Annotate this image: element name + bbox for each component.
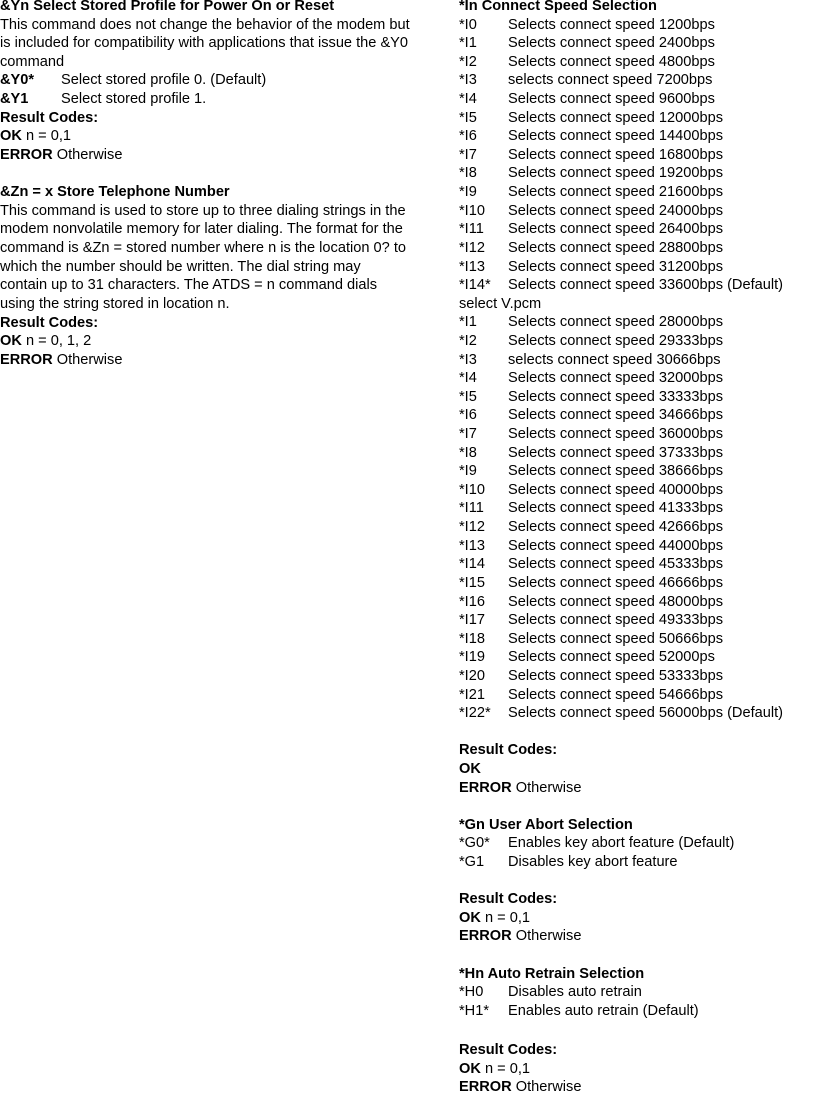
option-desc: Selects connect speed 50666bps (508, 630, 724, 647)
speed-option (459, 555, 813, 574)
option-desc: Selects connect speed 32000bps (508, 370, 724, 387)
speed-option (459, 444, 813, 463)
speed-option (459, 518, 813, 537)
yn-option (0, 71, 410, 90)
option-code: *I21 (459, 686, 485, 703)
option-code: *H1* (459, 1002, 490, 1019)
ok-value: n = 0,1 (484, 909, 530, 926)
option-desc: Selects connect speed 40000bps (508, 481, 724, 498)
option-desc: Enables key abort feature (Default) (508, 835, 735, 852)
speed-option (459, 593, 813, 612)
option-code: *I18 (459, 630, 485, 647)
option-desc: selects connect speed 30666bps (508, 351, 721, 368)
speed-option (459, 127, 813, 146)
ok-label: OK (459, 1060, 481, 1077)
speed-option (459, 686, 813, 705)
speed-option (459, 258, 813, 277)
option-desc: Selects connect speed 54666bps (508, 686, 724, 703)
vpcm-options (459, 313, 813, 722)
error-value: Otherwise (56, 351, 123, 368)
speed-option (459, 406, 813, 425)
error-value: Otherwise (515, 1079, 582, 1096)
option-desc: selects connect speed 7200bps (508, 72, 713, 89)
option-desc: Selects connect speed 28800bps (508, 239, 724, 256)
zn-heading: &Zn = x Store Telephone Number (0, 184, 230, 201)
option-desc: Selects connect speed 52000ps (508, 649, 715, 666)
error-label: ERROR (0, 351, 53, 368)
option-desc: Selects connect speed 28000bps (508, 314, 724, 331)
result-codes-label: Result Codes: (0, 109, 99, 126)
result-codes-label: Result Codes: (459, 1042, 558, 1059)
gn-option (459, 853, 813, 872)
option-desc: Select stored profile 0. (Default) (61, 72, 267, 89)
option-code: *I8 (459, 165, 477, 182)
option-desc: Selects connect speed 29333bps (508, 332, 724, 349)
option-code: *G0* (459, 835, 490, 852)
option-desc: Selects connect speed 2400bps (508, 35, 715, 52)
option-code: *I5 (459, 388, 477, 405)
option-code: *I22* (459, 705, 491, 722)
speed-option (459, 183, 813, 202)
option-desc: Selects connect speed 41333bps (508, 500, 724, 517)
option-code: *H0 (459, 984, 484, 1001)
option-desc: Selects connect speed 1200bps (508, 16, 715, 33)
option-code: *I16 (459, 593, 485, 610)
error-label: ERROR (0, 146, 53, 163)
gn-heading: *Gn User Abort Selection (459, 816, 633, 833)
option-code: *I15 (459, 574, 485, 591)
option-desc: Selects connect speed 33600bps (Default) (508, 277, 784, 294)
option-code: *I17 (459, 612, 485, 629)
in-speed-heading: *In Connect Speed Selection (459, 0, 657, 14)
speed-option (459, 462, 813, 481)
yn-description: This command does not change the behavior of the modem but is included for compatibility with applications that issue the &Y0 command (0, 16, 410, 70)
option-desc: Selects connect speed 42666bps (508, 519, 724, 536)
option-desc: Selects connect speed 14400bps (508, 128, 724, 145)
option-desc: Selects connect speed 44000bps (508, 537, 724, 554)
option-code: *I12 (459, 239, 485, 256)
option-code: *I6 (459, 407, 477, 424)
zn-description: This command is used to store up to three dialing strings in the modem nonvolatile memory for later dialing. The format for the command is &Zn = stored number where n is the location 0? to which the number should be written. The dial string may contain up to 31 characters. The ATDS = n command dials using the string stored in location n. (0, 202, 406, 312)
option-code: *I3 (459, 72, 477, 89)
speed-option (459, 481, 813, 500)
option-desc: Selects connect speed 24000bps (508, 202, 724, 219)
option-desc: Selects connect speed 56000bps (Default) (508, 705, 784, 722)
option-code: *I7 (459, 146, 477, 163)
speed-option (459, 537, 813, 556)
option-desc: Selects connect speed 38666bps (508, 463, 724, 480)
speed-option (459, 239, 813, 258)
speed-option (459, 16, 813, 35)
option-desc: Selects connect speed 21600bps (508, 184, 724, 201)
option-desc: Select stored profile 1. (61, 91, 207, 108)
option-desc: Selects connect speed 16800bps (508, 146, 724, 163)
speed-option (459, 313, 813, 332)
error-line (459, 779, 813, 798)
speed-option (459, 146, 813, 165)
ok-line (0, 332, 410, 351)
ok-label: OK (0, 333, 22, 350)
ok-value: n = 0,1 (25, 128, 71, 145)
hn-option (459, 983, 813, 1002)
error-line (0, 146, 410, 165)
option-code: *I14 (459, 556, 485, 573)
option-desc: Selects connect speed 48000bps (508, 593, 724, 610)
error-label: ERROR (459, 928, 512, 945)
option-code: *I19 (459, 649, 485, 666)
option-code: *I4 (459, 370, 477, 387)
option-code: *I12 (459, 519, 485, 536)
option-code: *I20 (459, 667, 485, 684)
error-line (459, 927, 813, 946)
gn-section (459, 816, 813, 946)
ok-label: OK (0, 128, 22, 145)
error-line (0, 351, 410, 370)
option-code: *I6 (459, 128, 477, 145)
option-desc: Disables key abort feature (508, 854, 678, 871)
speed-option (459, 667, 813, 686)
option-code: *I11 (459, 500, 484, 517)
option-code: *I11 (459, 221, 484, 238)
yn-section (0, 0, 410, 165)
option-code: *I13 (459, 258, 485, 275)
speed-option (459, 648, 813, 667)
speed-option (459, 53, 813, 72)
speed-option (459, 164, 813, 183)
option-desc: Disables auto retrain (508, 984, 642, 1001)
yn-heading: &Yn Select Stored Profile for Power On or Reset (0, 0, 335, 14)
hn-section (459, 965, 813, 1097)
option-desc: Enables auto retrain (Default) (508, 1002, 699, 1019)
option-desc: Selects connect speed 4800bps (508, 53, 715, 70)
ok-value: n = 0, 1, 2 (25, 333, 92, 350)
speed-option (459, 202, 813, 221)
option-desc: Selects connect speed 37333bps (508, 444, 724, 461)
hn-heading: *Hn Auto Retrain Selection (459, 965, 645, 982)
option-code: *I10 (459, 202, 485, 219)
option-code: *I14* (459, 277, 491, 294)
speed-option (459, 276, 813, 295)
speed-option (459, 704, 813, 723)
result-codes-label: Result Codes: (459, 891, 558, 908)
option-code: *I9 (459, 463, 477, 480)
error-label: ERROR (459, 779, 512, 796)
gn-option (459, 834, 813, 853)
option-code: *I10 (459, 481, 485, 498)
speed-option (459, 71, 813, 90)
speed-option (459, 630, 813, 649)
option-code: &Y0* (0, 72, 35, 89)
speed-option (459, 369, 813, 388)
option-desc: Selects connect speed 53333bps (508, 667, 724, 684)
speed-option (459, 351, 813, 370)
option-code: *I1 (459, 35, 477, 52)
ok-line (459, 909, 813, 928)
option-code: *I13 (459, 537, 485, 554)
option-code: *I8 (459, 444, 477, 461)
option-code: *I5 (459, 109, 477, 126)
ok-label: OK (459, 909, 481, 926)
speed-option (459, 109, 813, 128)
speed-option (459, 220, 813, 239)
error-value: Otherwise (56, 146, 123, 163)
option-desc: Selects connect speed 36000bps (508, 426, 724, 443)
speed-option (459, 574, 813, 593)
vpcm-label: select V.pcm (459, 295, 542, 312)
option-desc: Selects connect speed 49333bps (508, 612, 724, 629)
ok-line (459, 1060, 813, 1079)
hn-option (459, 1002, 813, 1021)
option-desc: Selects connect speed 12000bps (508, 109, 724, 126)
option-code: *G1 (459, 854, 485, 871)
error-line (459, 1078, 813, 1097)
speed-option (459, 425, 813, 444)
result-codes-label: Result Codes: (0, 314, 99, 331)
error-value: Otherwise (515, 779, 582, 796)
speed-option (459, 90, 813, 109)
option-desc: Selects connect speed 33333bps (508, 388, 724, 405)
option-code: *I9 (459, 184, 477, 201)
speed-option (459, 332, 813, 351)
option-code: *I2 (459, 53, 477, 70)
speed-option (459, 611, 813, 630)
speed-option (459, 34, 813, 53)
option-code: &Y1 (0, 91, 29, 108)
yn-option (0, 90, 410, 109)
option-desc: Selects connect speed 46666bps (508, 574, 724, 591)
ok-value: n = 0,1 (484, 1060, 530, 1077)
in-speed-section (459, 0, 813, 797)
in-speed-options (459, 16, 813, 295)
option-code: *I7 (459, 426, 477, 443)
option-code: *I4 (459, 91, 477, 108)
left-column (0, 0, 410, 369)
speed-option (459, 499, 813, 518)
option-code: *I2 (459, 332, 477, 349)
option-code: *I0 (459, 16, 477, 33)
right-column (459, 0, 813, 1097)
ok-label: OK (459, 760, 481, 777)
option-code: *I3 (459, 351, 477, 368)
result-codes-label: Result Codes: (459, 742, 558, 759)
option-desc: Selects connect speed 34666bps (508, 407, 724, 424)
speed-option (459, 388, 813, 407)
option-desc: Selects connect speed 45333bps (508, 556, 724, 573)
ok-line (0, 127, 410, 146)
option-desc: Selects connect speed 26400bps (508, 221, 724, 238)
error-value: Otherwise (515, 928, 582, 945)
option-desc: Selects connect speed 9600bps (508, 91, 715, 108)
error-label: ERROR (459, 1079, 512, 1096)
option-code: *I1 (459, 314, 477, 331)
option-desc: Selects connect speed 31200bps (508, 258, 724, 275)
option-desc: Selects connect speed 19200bps (508, 165, 724, 182)
zn-section (0, 183, 410, 369)
